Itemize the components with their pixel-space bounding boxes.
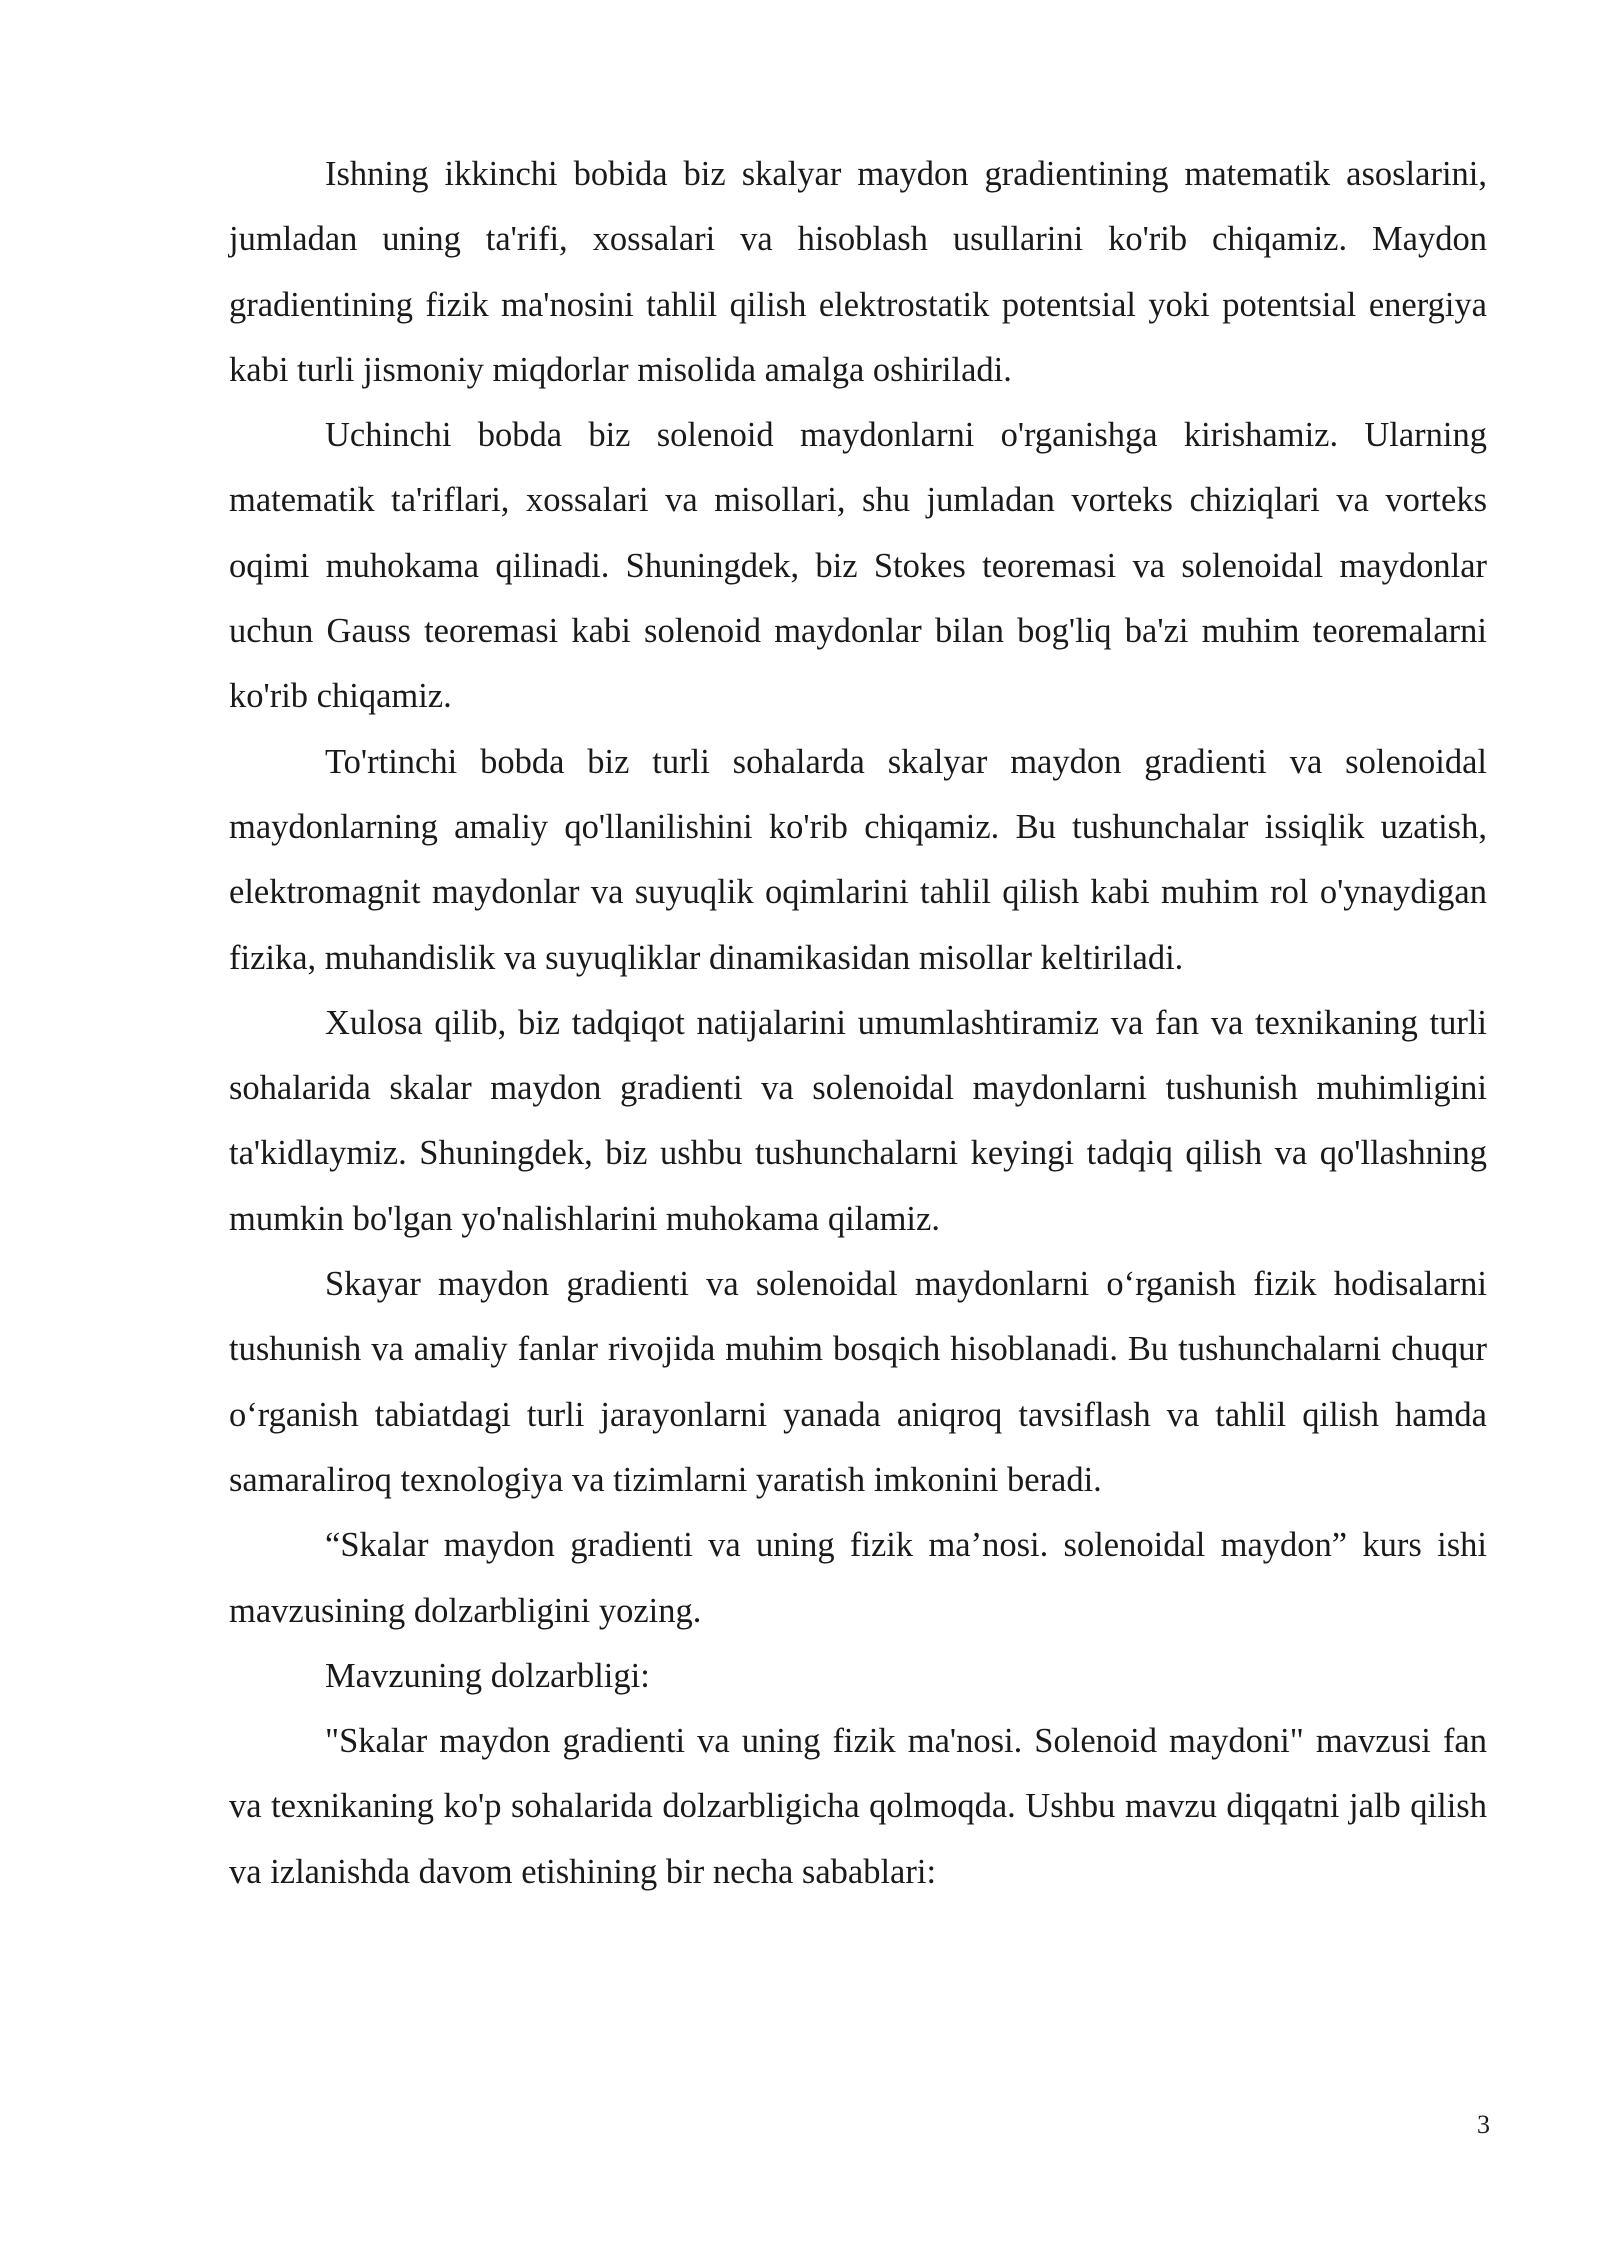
paragraph-conclusion: Xulosa qilib, biz tadqiqot natijalarini umumlashtiramiz va fan va texnikaning turli sohalarida skalar maydon gradienti va solenoidal maydonlarni tushunish muhimligini ta'kidlaymiz. Shuningdek, biz ushbu tushunchalarni keyingi tadqiq qilish va qo'llashning mumkin bo'lgan yo'nalishlarini muhokama qilamiz.: [229, 1003, 1487, 1238]
paragraph-chapter-four: To'rtinchi bobda biz turli sohalarda skalyar maydon gradienti va solenoidal maydonlarning amaliy qo'llanilishini ko'rib chiqamiz. Bu tushunchalar issiqlik uzatish, elektromagnit maydonlar va suyuqlik oqimlarini tahlil qilish kabi muhim rol o'ynaydigan fizika, muhandislik va suyuqliklar dinamikasidan misollar keltiriladi.: [229, 742, 1487, 977]
paragraph-chapter-three: Uchinchi bobda biz solenoid maydonlarni o'rganishga kirishamiz. Ularning matematik ta'riflari, xossalari va misollari, shu jumladan vorteks chiziqlari va vorteks oqimi muhokama qilinadi. Shuningdek, biz Stokes teoremasi va solenoidal maydonlar uchun Gauss teoremasi kabi solenoid maydonlar bilan bog'liq ba'zi muhim teoremalarni ko'rib chiqamiz.: [229, 416, 1487, 716]
paragraph-study-importance: Skayar maydon gradienti va solenoidal maydonlarni o‘rganish fizik hodisalarni tushunish va amaliy fanlar rivojida muhim bosqich hisoblanadi. Bu tushunchalarni chuqur o‘rganish tabiatdagi turli jarayonlarni yanada aniqroq tavsiflash va tahlil qilish hamda samaraliroq texnologiya va tizimlarni yaratish imkonini beradi.: [229, 1265, 1487, 1499]
paragraph-task-prompt: “Skalar maydon gradienti va uning fizik ma’nosi. solenoidal maydon” kurs ishi mavzusining dolzarbligini yozing.: [229, 1526, 1487, 1630]
paragraph-chapter-two: Ishning ikkinchi bobida biz skalyar maydon gradientining matematik asoslarini, jumladan uning ta'rifi, xossalari va hisoblash usullarini ko'rib chiqamiz. Maydon gradientining fizik ma'nosini tahlil qilish elektrostatik potentsial yoki potentsial energiya kabi turli jismoniy miqdorlar misolida amalga oshiriladi.: [229, 155, 1487, 389]
page-number: 3: [1477, 2110, 1490, 2139]
paragraph-relevance-intro: "Skalar maydon gradienti va uning fizik ma'nosi. Solenoid maydoni" mavzusi fan va texnikaning ko'p sohalarida dolzarbligicha qolmoqda. Ushbu mavzu diqqatni jalb qilish va izlanishda davom etishining bir necha sabablari:: [229, 1722, 1487, 1891]
paragraph-relevance-heading: Mavzuning dolzarbligi:: [325, 1656, 650, 1695]
document-body: [229, 142, 1487, 1905]
